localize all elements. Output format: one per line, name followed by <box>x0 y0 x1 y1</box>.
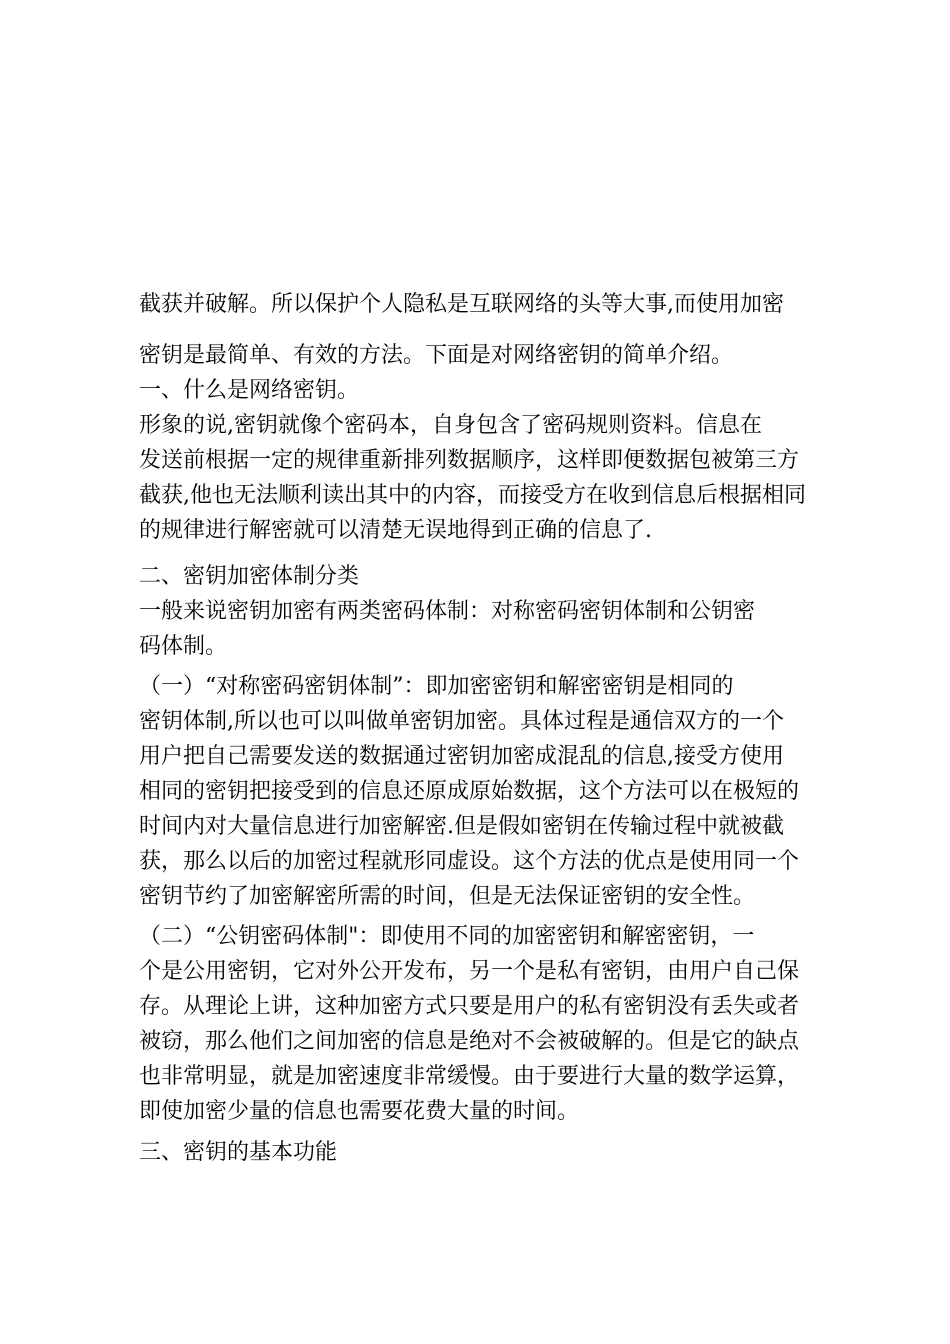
text-line: （一）“对称密码密钥体制”：即加密密钥和解密密钥是相同的 <box>139 674 734 699</box>
text-line: 码体制。 <box>139 634 228 659</box>
text-line: 存。从理论上讲，这种加密方式只要是用户的私有密钥没有丢失或者 <box>139 994 800 1019</box>
text-line: 密钥节约了加密解密所需的时间，但是无法保证密钥的安全性。 <box>139 884 756 909</box>
section-heading: 一、什么是网络密钥。 <box>139 378 360 403</box>
text-line: 个是公用密钥，它对外公开发布，另一个是私有密钥，由用户自己保 <box>139 959 800 984</box>
text-line: （二）“公钥密码体制"：即使用不同的加密密钥和解密密钥，一 <box>139 924 755 949</box>
text-line: 时间内对大量信息进行加密解密.但是假如密钥在传输过程中就被截 <box>139 814 784 839</box>
text-line: 获，那么以后的加密过程就形同虚设。这个方法的优点是使用同一个 <box>139 849 800 874</box>
text-line: 一般来说密钥加密有两类密码体制：对称密码密钥体制和公钥密 <box>139 599 756 624</box>
text-line: 密钥体制,所以也可以叫做单密钥加密。具体过程是通信双方的一个 <box>139 709 784 734</box>
text-line: 截获并破解。所以保护个人隐私是互联网络的头等大事,而使用加密 <box>139 292 784 317</box>
text-line: 密钥是最简单、有效的方法。下面是对网络密钥的简单介绍。 <box>139 343 734 368</box>
text-line: 即使加密少量的信息也需要花费大量的时间。 <box>139 1099 580 1124</box>
text-line: 用户把自己需要发送的数据通过密钥加密成混乱的信息,接受方使用 <box>139 744 784 769</box>
text-line: 也非常明显，就是加密速度非常缓慢。由于要进行大量的数学运算， <box>139 1064 800 1089</box>
text-line: 形象的说,密钥就像个密码本，自身包含了密码规则资料。信息在 <box>139 413 762 438</box>
text-line: 相同的密钥把接受到的信息还原成原始数据，这个方法可以在极短的 <box>139 779 800 804</box>
text-line: 发送前根据一定的规律重新排列数据顺序，这样即便数据包被第三方 <box>139 448 800 473</box>
section-heading: 三、密钥的基本功能 <box>139 1140 338 1165</box>
text-line: 截获,他也无法顺利读出其中的内容，而接受方在收到信息后根据相同 <box>139 483 806 508</box>
section-heading: 二、密钥加密体制分类 <box>139 564 360 589</box>
text-line: 被窃，那么他们之间加密的信息是绝对不会被破解的。但是它的缺点 <box>139 1029 800 1054</box>
text-line: 的规律进行解密就可以清楚无误地得到正确的信息了. <box>139 518 652 543</box>
